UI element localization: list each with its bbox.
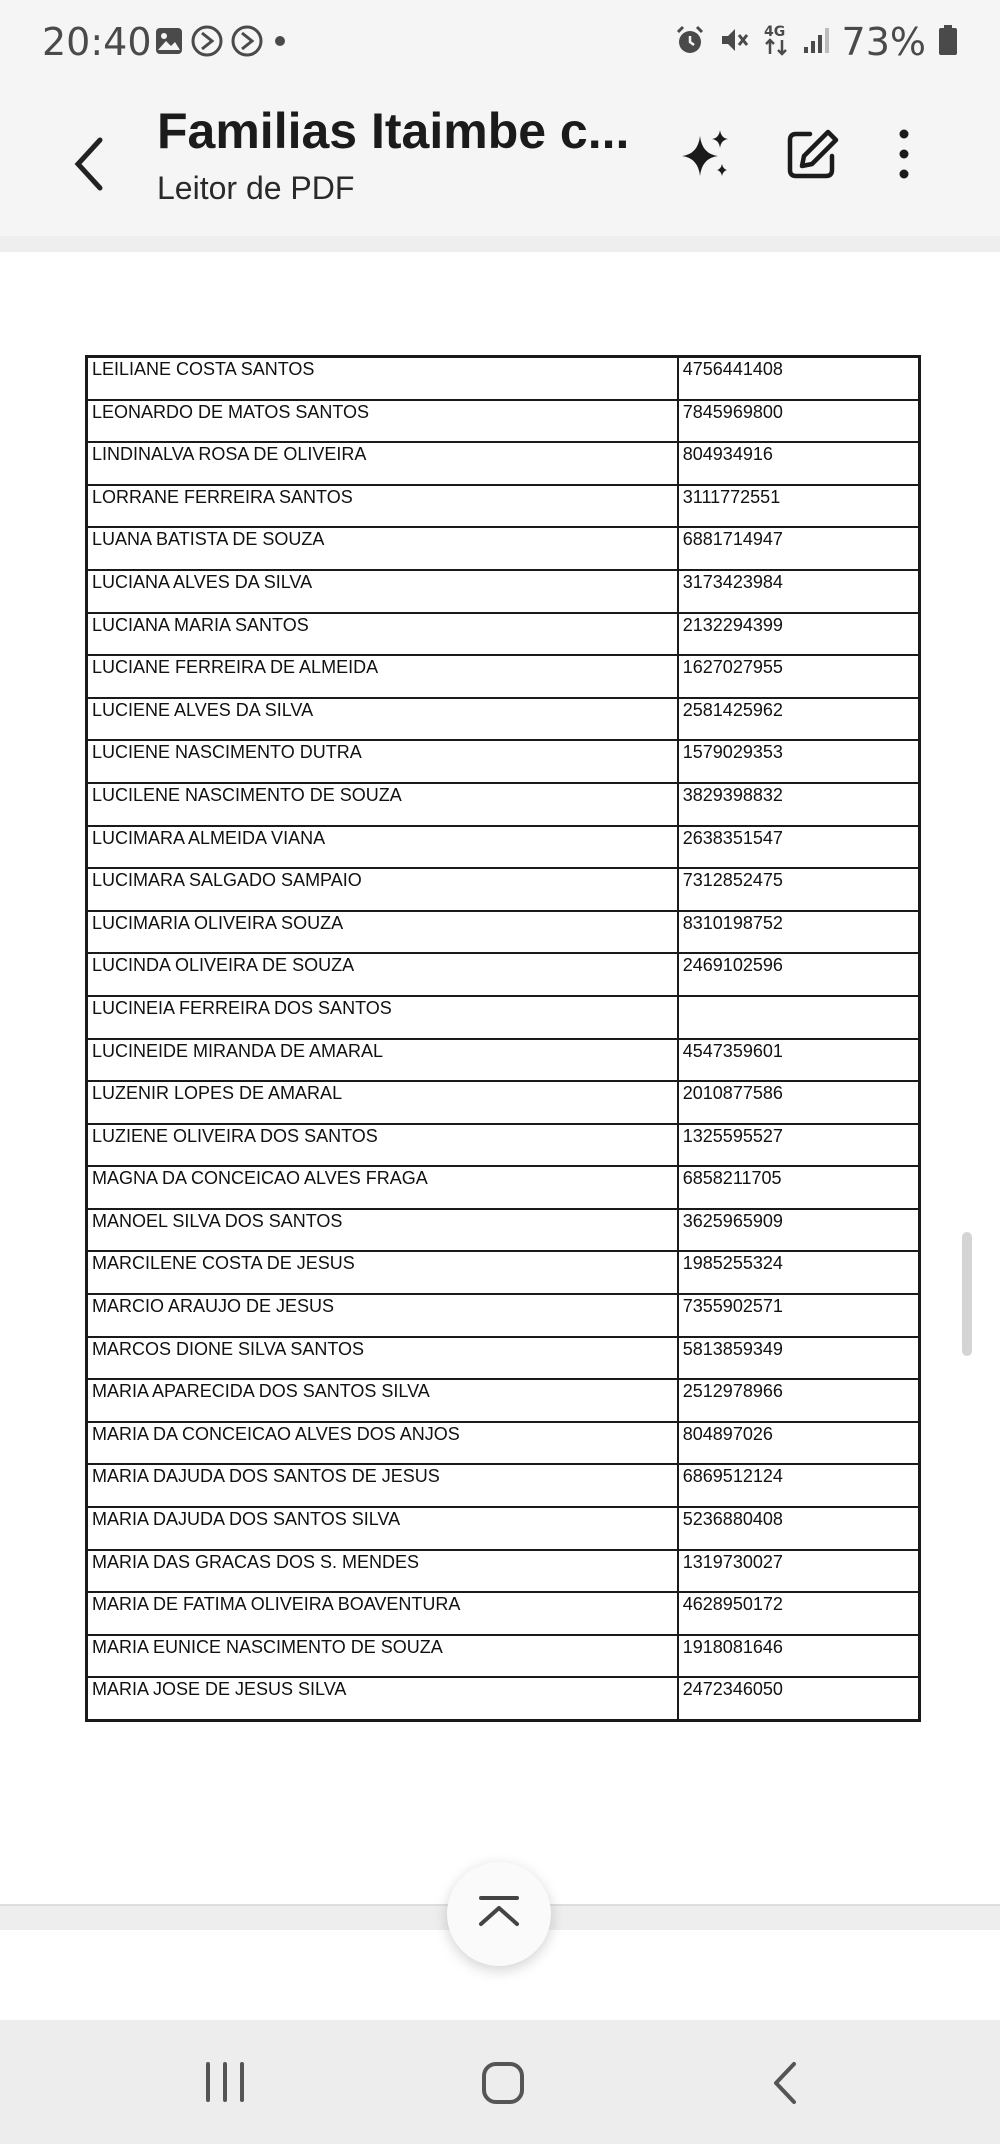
nis-code-cell: 6881714947: [678, 527, 920, 570]
nis-code-cell: 4628950172: [678, 1592, 920, 1635]
families-table: [85, 355, 921, 1722]
table-row: [87, 868, 920, 911]
nis-code-cell: 3625965909: [678, 1209, 920, 1252]
table-row: [87, 996, 920, 1039]
nis-code-cell: [678, 996, 920, 1039]
table-body: [87, 357, 920, 1721]
family-name-cell: LUCINEIDE MIRANDA DE AMARAL: [87, 1039, 678, 1082]
table-row: [87, 1677, 920, 1720]
status-time: 20:40: [42, 20, 152, 64]
dot-icon: [270, 31, 290, 55]
nis-code-cell: 1627027955: [678, 655, 920, 698]
table-row: [87, 1039, 920, 1082]
back-button[interactable]: [60, 124, 120, 204]
family-name-cell: MARIA DAS GRACAS DOS S. MENDES: [87, 1550, 678, 1593]
nis-code-cell: 6858211705: [678, 1166, 920, 1209]
nav-back-icon: [768, 2060, 804, 2106]
table-row: [87, 1592, 920, 1635]
table-row: [87, 1166, 920, 1209]
network-4g-icon: [762, 22, 790, 62]
nis-code-cell: 1985255324: [678, 1251, 920, 1294]
table-row: [87, 783, 920, 826]
table-row: [87, 1379, 920, 1422]
nis-code-cell: 4756441408: [678, 357, 920, 400]
nis-code-cell: 7312852475: [678, 868, 920, 911]
system-navigation-bar: [0, 2020, 1000, 2144]
table-row: [87, 357, 920, 400]
nis-code-cell: 2581425962: [678, 698, 920, 741]
svg-text:4G: 4G: [763, 24, 785, 40]
nis-code-cell: 7355902571: [678, 1294, 920, 1337]
family-name-cell: MAGNA DA CONCEICAO ALVES FRAGA: [87, 1166, 678, 1209]
family-name-cell: LUCILENE NASCIMENTO DE SOUZA: [87, 783, 678, 826]
table-row: [87, 485, 920, 528]
table-row: [87, 826, 920, 869]
family-name-cell: LORRANE FERREIRA SANTOS: [87, 485, 678, 528]
table-row: [87, 655, 920, 698]
edit-button[interactable]: [784, 126, 840, 182]
family-name-cell: MANOEL SILVA DOS SANTOS: [87, 1209, 678, 1252]
nis-code-cell: 3111772551: [678, 485, 920, 528]
back-arrow-icon: [60, 124, 120, 204]
nis-code-cell: 3829398832: [678, 783, 920, 826]
family-name-cell: LINDINALVA ROSA DE OLIVEIRA: [87, 442, 678, 485]
notification-icons: [154, 24, 290, 62]
nis-code-cell: 804897026: [678, 1422, 920, 1465]
mute-icon: [718, 24, 750, 60]
nis-code-cell: 2472346050: [678, 1677, 920, 1720]
table-row: [87, 1507, 920, 1550]
edit-icon: [784, 126, 840, 182]
table-row: [87, 442, 920, 485]
nis-code-cell: 2132294399: [678, 613, 920, 656]
family-name-cell: LUCIMARA SALGADO SAMPAIO: [87, 868, 678, 911]
status-bar: [0, 0, 1000, 88]
home-icon: [480, 2060, 526, 2106]
nis-code-cell: 8310198752: [678, 911, 920, 954]
scroll-to-top-icon: [447, 1862, 551, 1966]
play-circle-icon: [190, 24, 224, 62]
family-name-cell: LUZENIR LOPES DE AMARAL: [87, 1081, 678, 1124]
family-name-cell: LUCIANA ALVES DA SILVA: [87, 570, 678, 613]
home-button[interactable]: [480, 2060, 526, 2106]
family-name-cell: LUCINEIA FERREIRA DOS SANTOS: [87, 996, 678, 1039]
scrollbar-thumb[interactable]: [962, 1232, 972, 1356]
family-name-cell: LEONARDO DE MATOS SANTOS: [87, 400, 678, 443]
recents-icon: [200, 2060, 250, 2104]
nis-code-cell: 804934916: [678, 442, 920, 485]
family-name-cell: MARCOS DIONE SILVA SANTOS: [87, 1337, 678, 1380]
nis-code-cell: 4547359601: [678, 1039, 920, 1082]
table-row: [87, 1464, 920, 1507]
table-row: [87, 613, 920, 656]
family-name-cell: MARIA DAJUDA DOS SANTOS DE JESUS: [87, 1464, 678, 1507]
table-row: [87, 1337, 920, 1380]
nis-code-cell: 1918081646: [678, 1635, 920, 1678]
table-row: [87, 740, 920, 783]
ai-assist-button[interactable]: [678, 126, 734, 182]
family-name-cell: LUCIANA MARIA SANTOS: [87, 613, 678, 656]
family-name-cell: MARIA APARECIDA DOS SANTOS SILVA: [87, 1379, 678, 1422]
app-bar: [0, 88, 1000, 236]
family-name-cell: MARIA DE FATIMA OLIVEIRA BOAVENTURA: [87, 1592, 678, 1635]
table-row: [87, 570, 920, 613]
document-title: Familias Itaimbe c...: [157, 103, 630, 159]
table-row: [87, 1251, 920, 1294]
table-row: [87, 911, 920, 954]
nis-code-cell: 1579029353: [678, 740, 920, 783]
nis-code-cell: 1325595527: [678, 1124, 920, 1167]
nis-code-cell: 2638351547: [678, 826, 920, 869]
family-name-cell: LUCIENE NASCIMENTO DUTRA: [87, 740, 678, 783]
nis-code-cell: 5813859349: [678, 1337, 920, 1380]
family-name-cell: MARCIO ARAUJO DE JESUS: [87, 1294, 678, 1337]
table-row: [87, 400, 920, 443]
table-row: [87, 1124, 920, 1167]
nis-code-cell: 2512978966: [678, 1379, 920, 1422]
nis-code-cell: 6869512124: [678, 1464, 920, 1507]
nis-code-cell: 3173423984: [678, 570, 920, 613]
recents-button[interactable]: [200, 2060, 250, 2104]
table-row: [87, 1081, 920, 1124]
nis-code-cell: 5236880408: [678, 1507, 920, 1550]
family-name-cell: LUANA BATISTA DE SOUZA: [87, 527, 678, 570]
more-vert-icon: [886, 126, 922, 182]
family-name-cell: LUCINDA OLIVEIRA DE SOUZA: [87, 953, 678, 996]
nis-code-cell: 2469102596: [678, 953, 920, 996]
gallery-icon: [154, 26, 184, 60]
nis-code-cell: 7845969800: [678, 400, 920, 443]
sparkle-icon: [678, 126, 734, 182]
table-row: [87, 527, 920, 570]
scroll-to-top-button[interactable]: [447, 1862, 551, 1966]
table-row: [87, 953, 920, 996]
family-name-cell: MARIA DAJUDA DOS SANTOS SILVA: [87, 1507, 678, 1550]
alarm-icon: [674, 24, 706, 60]
table-row: [87, 1294, 920, 1337]
table-row: [87, 1635, 920, 1678]
system-icons: [674, 20, 958, 64]
pdf-page[interactable]: [0, 252, 1000, 1904]
battery-percent: 73%: [841, 20, 926, 64]
family-name-cell: LUCIMARIA OLIVEIRA SOUZA: [87, 911, 678, 954]
battery-icon: [938, 24, 958, 60]
nis-code-cell: 2010877586: [678, 1081, 920, 1124]
nis-code-cell: 1319730027: [678, 1550, 920, 1593]
table-row: [87, 698, 920, 741]
more-options-button[interactable]: [886, 126, 922, 182]
family-name-cell: LUZIENE OLIVEIRA DOS SANTOS: [87, 1124, 678, 1167]
family-name-cell: LUCIMARA ALMEIDA VIANA: [87, 826, 678, 869]
family-name-cell: LUCIANE FERREIRA DE ALMEIDA: [87, 655, 678, 698]
nav-back-button[interactable]: [768, 2060, 804, 2106]
document-subtitle: Leitor de PDF: [157, 170, 355, 206]
family-name-cell: MARCILENE COSTA DE JESUS: [87, 1251, 678, 1294]
play-circle-icon-2: [230, 24, 264, 62]
family-name-cell: MARIA EUNICE NASCIMENTO DE SOUZA: [87, 1635, 678, 1678]
family-name-cell: LUCIENE ALVES DA SILVA: [87, 698, 678, 741]
family-name-cell: LEILIANE COSTA SANTOS: [87, 357, 678, 400]
family-name-cell: MARIA JOSE DE JESUS SILVA: [87, 1677, 678, 1720]
table-row: [87, 1209, 920, 1252]
table-row: [87, 1422, 920, 1465]
table-row: [87, 1550, 920, 1593]
signal-icon: [802, 25, 830, 59]
family-name-cell: MARIA DA CONCEICAO ALVES DOS ANJOS: [87, 1422, 678, 1465]
